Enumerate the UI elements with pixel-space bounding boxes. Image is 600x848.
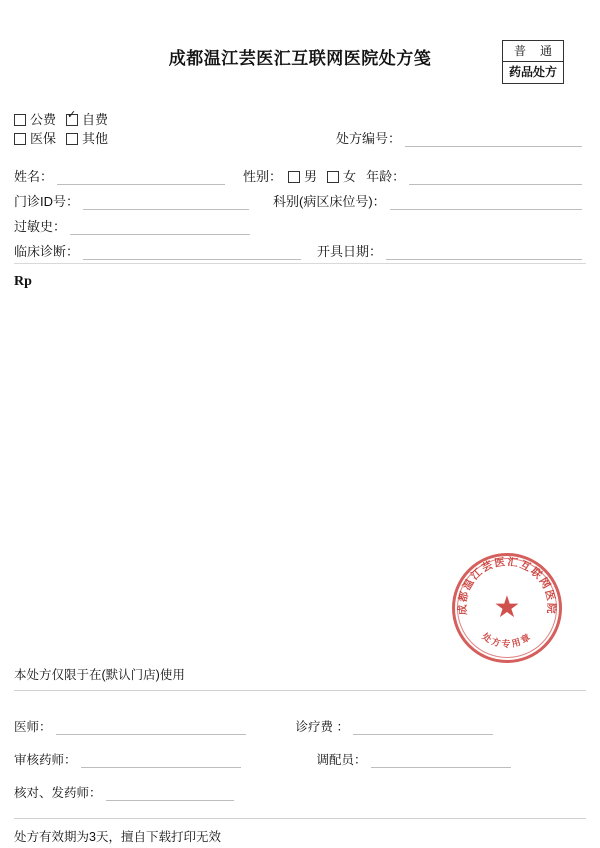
official-seal — [452, 553, 562, 663]
review-pharmacist-input[interactable] — [81, 752, 241, 768]
prescription-type-box — [502, 40, 564, 84]
seal-star-icon: ★ — [493, 591, 521, 624]
checkbox-female-icon[interactable] — [327, 171, 339, 183]
gender-male-label: 男 — [304, 169, 318, 184]
seal-bottom-text: 处方专用章 — [480, 631, 534, 650]
svg-text:处方专用章 — [480, 630, 534, 649]
check-dispense-field — [14, 783, 238, 801]
prescription-type-char-2: 通 — [539, 44, 552, 58]
dispenser-input[interactable] — [371, 752, 511, 768]
payment-option-label-0: 公费 — [30, 112, 57, 127]
doctor-input[interactable] — [56, 719, 246, 735]
name-input[interactable] — [57, 169, 225, 185]
review-pharmacist-label: 审核药师： — [14, 753, 77, 767]
footer-divider-bottom — [14, 818, 586, 819]
checkbox-medical-insurance-icon[interactable] — [14, 133, 26, 145]
prescription-number-field — [336, 128, 586, 147]
diagnosis-label: 临床诊断： — [14, 244, 80, 259]
doctor-field — [14, 717, 250, 735]
name-label: 姓名： — [14, 169, 54, 184]
outpatient-id-input[interactable] — [83, 194, 249, 210]
fields-divider — [14, 263, 586, 264]
allergy-input[interactable] — [70, 219, 250, 235]
page-title: 成都温江芸医汇互联网医院处方笺 — [168, 49, 432, 68]
check-dispense-label: 核对、发药师： — [14, 786, 102, 800]
prescription-number-label: 处方编号： — [336, 131, 402, 146]
payment-row-2 — [14, 129, 118, 148]
signature-row-2 — [14, 735, 586, 768]
payment-option-label-1: 自费 — [82, 112, 109, 127]
validity-note: 处方有效期为3天，擅自下载打印无效 — [14, 830, 221, 844]
prescription-number-input[interactable] — [405, 132, 582, 147]
signature-row-3 — [14, 768, 586, 801]
department-input[interactable] — [390, 194, 582, 210]
row-name-gender-age — [14, 160, 586, 185]
prescription-type-label: 药品处方 — [508, 65, 557, 80]
fee-field — [296, 717, 497, 735]
age-input[interactable] — [409, 169, 582, 185]
payment-option-label-2: 医保 — [30, 131, 57, 146]
checkbox-self-pay-icon[interactable] — [66, 114, 78, 126]
rp-label: Rp — [14, 274, 32, 289]
checkbox-male-icon[interactable] — [288, 171, 300, 183]
checkbox-other-icon[interactable] — [66, 133, 78, 145]
outpatient-id-label: 门诊ID号： — [14, 194, 80, 209]
document-header — [0, 0, 600, 96]
row-diagnosis-date — [14, 235, 586, 260]
diagnosis-input[interactable] — [83, 244, 301, 260]
check-dispense-input[interactable] — [106, 785, 234, 801]
usage-note: 本处方仅限于在(默认门店)使用 — [14, 668, 185, 682]
department-label: 科别(病区床位号)： — [273, 194, 386, 209]
footer-divider-top — [14, 690, 586, 691]
allergy-label: 过敏史： — [14, 219, 67, 234]
fee-input[interactable] — [353, 719, 493, 735]
gender-female-label: 女 — [343, 169, 357, 184]
signature-row-1 — [14, 702, 586, 735]
dispenser-field — [317, 750, 515, 768]
dispenser-label: 调配员： — [316, 753, 367, 767]
seal-top-text: 成都温江芸医汇互联网医院 — [456, 556, 558, 616]
payment-row-1 — [14, 110, 118, 129]
signature-block — [14, 702, 586, 801]
checkbox-public-expense-icon[interactable] — [14, 114, 26, 126]
issue-date-label: 开具日期： — [317, 244, 383, 259]
row-allergy — [14, 210, 586, 235]
fee-label: 诊疗费 ： — [295, 720, 349, 734]
prescription-type-char-1: 普 — [513, 44, 526, 58]
payment-option-label-3: 其他 — [82, 131, 109, 146]
issue-date-input[interactable] — [386, 244, 582, 260]
review-pharmacist-field — [14, 750, 245, 768]
patient-fields — [14, 160, 586, 264]
doctor-label: 医师： — [14, 720, 52, 734]
payment-type-group — [14, 110, 118, 148]
gender-label: 性别： — [243, 169, 283, 184]
age-label: 年龄： — [366, 169, 406, 184]
row-outpatient-department — [14, 185, 586, 210]
